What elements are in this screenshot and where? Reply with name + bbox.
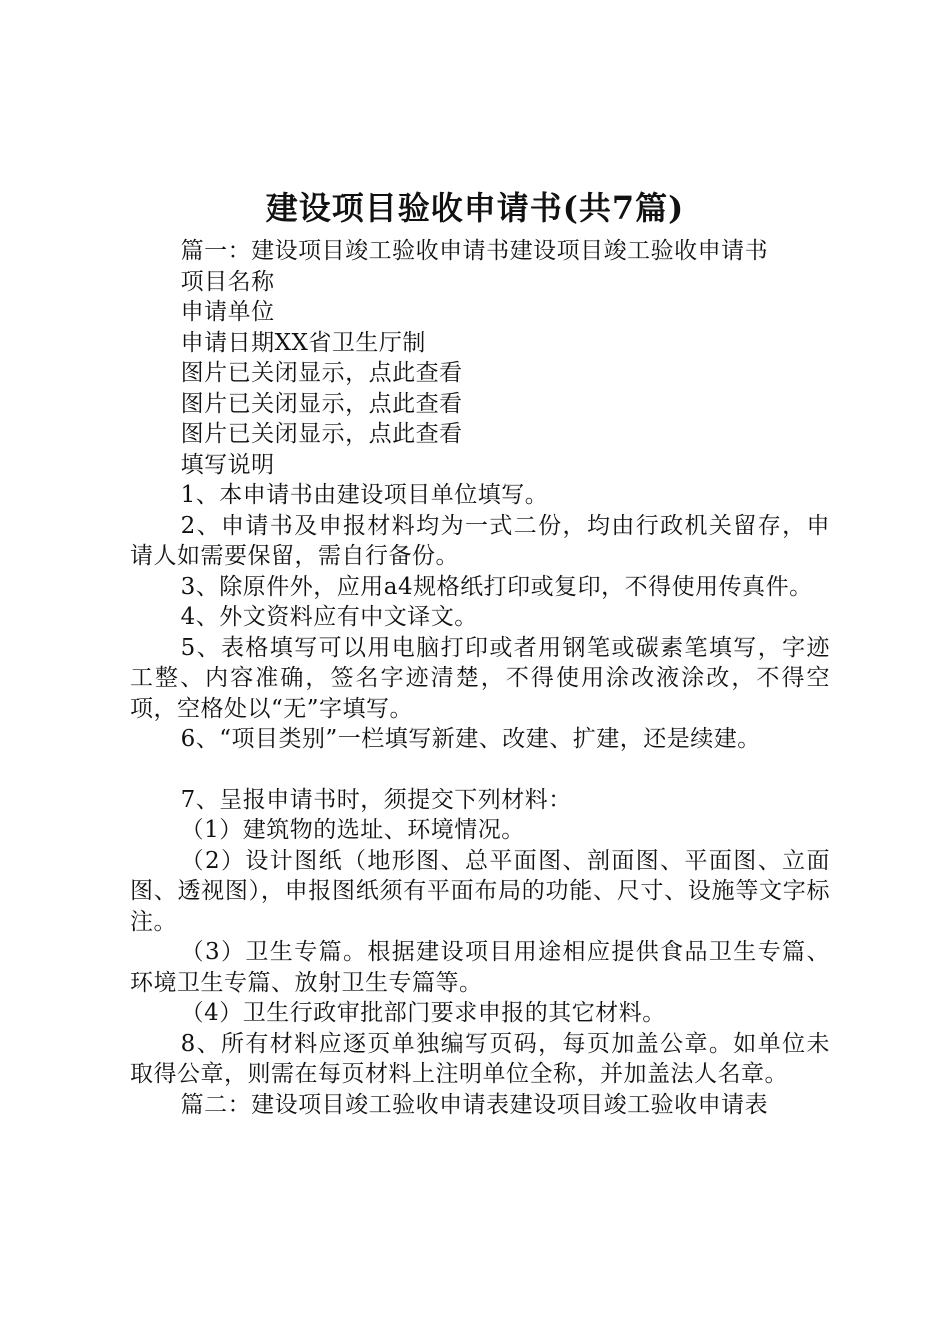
- document-title: 建设项目验收申请书(共7篇): [265, 189, 685, 227]
- paragraph-sub-item-4: （4）卫生行政审批部门要求申报的其它材料。: [180, 1000, 666, 1026]
- paragraph-item-6: 6、“项目类别”一栏填写新建、改建、扩建，还是续建。: [180, 726, 761, 752]
- paragraph-instructions-heading: 填写说明: [180, 451, 275, 478]
- paragraph-item-7: 7、呈报申请书时，须提交下列材料：: [180, 786, 572, 813]
- paragraph-image-hidden-link[interactable]: 图片已关闭显示，点此查看: [180, 360, 463, 386]
- paragraph-part-two-heading: 篇二：建设项目竣工验收申请表建设项目竣工验收申请表: [180, 1091, 769, 1118]
- paragraph-item-2: 2、申请书及申报材料均为一式二份，均由行政机关留存，申请人如需要保留，需自行备份。: [130, 512, 830, 569]
- paragraph-image-hidden-link[interactable]: 图片已关闭显示，点此查看: [180, 390, 463, 417]
- paragraph-image-hidden-link[interactable]: 图片已关闭显示，点此查看: [180, 421, 463, 447]
- paragraph-item-3: 3、除原件外，应用a4规格纸打印或复印，不得使用传真件。: [180, 573, 813, 600]
- paragraph-item-8: 8、所有材料应逐页单独编写页码，每页加盖公章。如单位未取得公章，则需在每页材料上注明单位全称，并加盖法人名章。: [130, 1030, 830, 1087]
- paragraph-part-one-heading: 篇一：建设项目竣工验收申请书建设项目竣工验收申请书: [180, 238, 769, 264]
- paragraph-project-name: 项目名称: [180, 268, 275, 295]
- paragraph-item-4: 4、外文资料应有中文译文。: [180, 604, 478, 630]
- paragraph-applicant: 申请单位: [180, 299, 275, 325]
- paragraph-sub-item-1: （1）建筑物的选址、环境情况。: [180, 817, 525, 843]
- paragraph-sub-item-2: （2）设计图纸（地形图、总平面图、剖面图、平面图、立面图、透视图），申报图纸须有平面布局的功能、尺寸、设施等文字标注。: [130, 847, 830, 935]
- paragraph-sub-item-3: （3）卫生专篇。根据建设项目用途相应提供食品卫生专篇、环境卫生专篇、放射卫生专篇等。: [130, 939, 830, 996]
- paragraph-item-1: 1、本申请书由建设项目单位填写。: [180, 482, 549, 508]
- paragraph-application-date: 申请日期XX省卫生厅制: [180, 329, 426, 356]
- document-body: [130, 236, 830, 1120]
- paragraph-item-5: 5、表格填写可以用电脑打印或者用钢笔或碳素笔填写，字迹工整、内容准确，签名字迹清楚，不得使用涂改液涂改，不得空项，空格处以“无”字填写。: [130, 634, 830, 722]
